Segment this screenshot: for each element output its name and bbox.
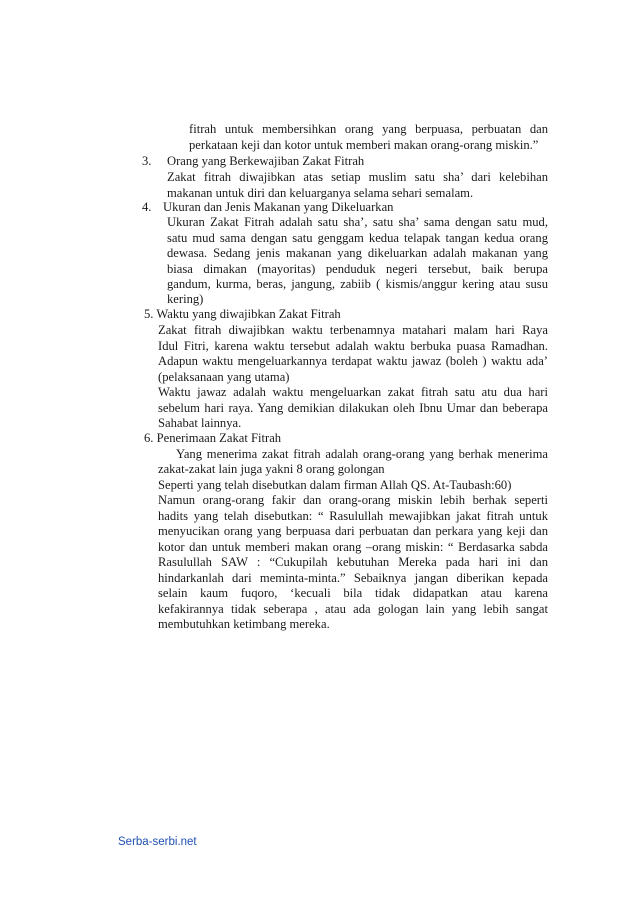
section-4-line-4: biasa dimakan (mayoritas) penduduk negeri tersebut, baik berupa	[167, 262, 548, 276]
section-4-line-2: satu mud sama dengan satu genggam kedua telapak tangan kedua orang	[167, 231, 548, 245]
section-6-first-line: Yang menerima zakat fitrah adalah orang-orang yang berhak menerima	[176, 447, 548, 461]
section-5-line-5: Waktu jawaz adalah waktu mengeluarkan zakat fitrah satu atu dua hari	[158, 385, 548, 399]
section-4-line-1: Ukuran Zakat Fitrah adalah satu sha’, satu sha’ sama dengan satu mud,	[167, 215, 548, 229]
section-5-line-7: Sahabat lainnya.	[158, 416, 242, 430]
section-3-number: 3.	[142, 154, 152, 168]
section-4-heading: Ukuran dan Jenis Makanan yang Dikeluarkan	[163, 200, 394, 214]
section-6-line-10: kefakirannya tidak seberapa , atau ada gologan lain yang lebih sangat	[158, 602, 548, 616]
intro-line-2: perkataan keji dan kotor untuk memberi makan orang-orang miskin.”	[189, 138, 539, 152]
section-6-line-6: kotor dan untuk memberi makan orang –orang miskin: “ Berdasarka sabda	[158, 540, 548, 554]
section-3-line-1: Zakat fitrah diwajibkan atas setiap muslim satu sha’ dari kelebihan	[167, 170, 548, 184]
section-5-line-4: (pelaksanaan yang utama)	[158, 370, 290, 384]
section-6-line-1: zakat-zakat lain juga yakni 8 orang golongan	[158, 462, 385, 476]
intro-line-1: fitrah untuk membersihkan orang yang berpuasa, perbuatan dan	[189, 122, 548, 136]
section-3-heading: Orang yang Berkewajiban Zakat Fitrah	[167, 154, 365, 168]
section-6-line-8: hindarkanlah dari meminta-minta.” Sebaiknya jangan diberikan kepada	[158, 571, 548, 585]
section-3-line-2: makanan untuk diri dan keluarganya selama sehari semalam.	[167, 186, 474, 200]
section-4-line-6: kering)	[167, 292, 204, 306]
section-4-number: 4.	[142, 200, 152, 214]
section-4-line-3: dewasa. Sedang jenis makanan yang dikeluarkan adalah makanan yang	[167, 246, 548, 260]
section-6-line-3: Namun orang-orang fakir dan orang-orang miskin lebih berhak seperti	[158, 493, 548, 507]
section-6-line-7: Rasulullah SAW : “Cukupilah kebutuhan Mereka pada hari ini dan	[158, 555, 548, 569]
section-6-line-2: Seperti yang telah disebutkan dalam firman Allah QS. At-Taubash:60)	[158, 478, 512, 492]
section-6-heading: 6. Penerimaan Zakat Fitrah	[144, 431, 282, 445]
section-5-line-2: Idul Fitri, karena waktu tersebut adalah waktu berbuka puasa Ramadhan.	[158, 339, 548, 353]
section-5-line-3: Adapun waktu mengeluarkannya terdapat waktu jawaz (boleh ) waktu ada’	[158, 354, 548, 368]
footer-site-name: Serba-serbi.net	[118, 836, 197, 848]
section-5-line-6: sebelum hari raya. Yang demikian dilakukan oleh Ibnu Umar dan beberapa	[158, 401, 548, 415]
section-6-line-4: hadits yang telah disebutkan: “ Rasulullah mewajibkan jakat fitrah untuk	[158, 509, 548, 523]
section-6-line-9: selain kaum fuqoro, ‘kecuali bila tidak didapatkan atau karena	[158, 586, 548, 600]
section-6-line-11: membutuhkan ketimbang mereka.	[158, 617, 330, 631]
section-5-line-1: Zakat fitrah diwajibkan waktu terbenamnya matahari malam hari Raya	[158, 323, 548, 337]
section-6-line-5: menyucikan orang yang berpuasa dari perbuatan dan perkara yang keji dan	[158, 524, 548, 538]
section-4-line-5: gandum, kurma, beras, jangung, zabiib ( kismis/anggur kering atau susu	[167, 277, 548, 291]
section-5-heading: 5. Waktu yang diwajibkan Zakat Fitrah	[144, 307, 341, 321]
